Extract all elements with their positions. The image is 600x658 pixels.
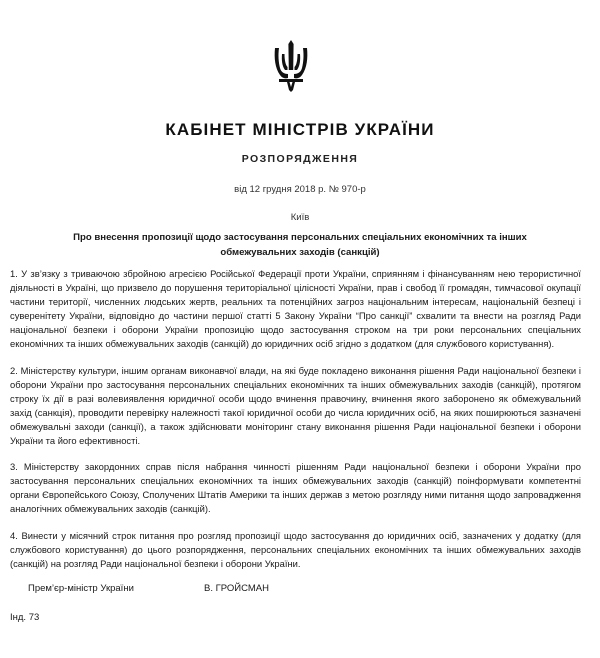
signatory-title: Прем’єр-міністр України: [28, 583, 134, 594]
document-date: від 12 грудня 2018 р. № 970-р: [234, 184, 366, 195]
subject-line-1: Про внесення пропозиції щодо застосування персональних спеціальних економічних та інших: [73, 232, 527, 243]
signatory-name: В. ГРОЙСМАН: [204, 583, 269, 594]
document-subject: [60, 230, 540, 260]
paragraph-4: 4. Винести у місячний строк питання про розгляд пропозиції щодо застосування до юридичних осіб, зазначених у додатку (для службового користування) до цього розпорядження, персональних спеціальних економічних та інших обмежувальних заходів (санкцій) на розгляд Ради національної безпеки і оборони України.: [10, 530, 581, 570]
cabinet-title: КАБІНЕТ МІНІСТРІВ УКРАЇНИ: [165, 120, 435, 139]
document-type: РОЗПОРЯДЖЕННЯ: [241, 153, 359, 165]
trident-icon: [273, 40, 309, 92]
subject-line-2: обмежувальних заходів (санкцій): [220, 247, 380, 258]
paragraph-2: 2. Міністерству культури, іншим органам виконавчої влади, на які буде покладено виконання рішення Ради національної безпеки і оборони України про застосування персональних спеціальних економічних та інших обмежувальних заходів (санкцій), протягом строку їх дії в разі волевиявлення юридичної особи щодо вчинення правочину, вчинення якого заборонено як обмежувальний захід (санкція), проводити перевірку належності такої юридичної особи до числа юридичних осіб, на яких поширюються зазначені обмежувальні заходи (санкції), а також здійснювати моніторинг стану виконання рішення Ради національної безпеки і оборони України та його ефективності.: [10, 365, 581, 447]
document-city: Київ: [290, 212, 310, 223]
index-number: Інд. 73: [10, 612, 40, 623]
paragraph-1: 1. У зв’язку з триваючою збройною агресією Російської Федерації проти України, сприянням і фінансуванням нею терористичної діяльності в Україні, що призвело до порушення територіальної цілісності України, прав і свобод її громадян, тимчасової окупації частини території, численних людських жертв, реальних та потенційних загроз національним інтересам, національній безпеці і суверенітету України, відповідно до частини першої статті 5 Закону України “Про санкції” схвалити та внести на розгляд Ради національної безпеки і оборони України пропозицію щодо застосування строком на три роки персональних спеціальних економічних та інших обмежувальних заходів (санкцій) до юридичних осіб згідно з додатком (для службового користування).: [10, 268, 581, 350]
paragraph-3: 3. Міністерству закордонних справ після набрання чинності рішенням Ради національної безпеки і оборони України про застосування персональних спеціальних економічних та інших обмежувальних заходів (санкцій) поінформувати компетентні органи Європейського Союзу, Сполучених Штатів Америки та інших держав з метою розгляду ними питання щодо запровадження аналогічних обмежувальних заходів (санкцій).: [10, 461, 581, 515]
